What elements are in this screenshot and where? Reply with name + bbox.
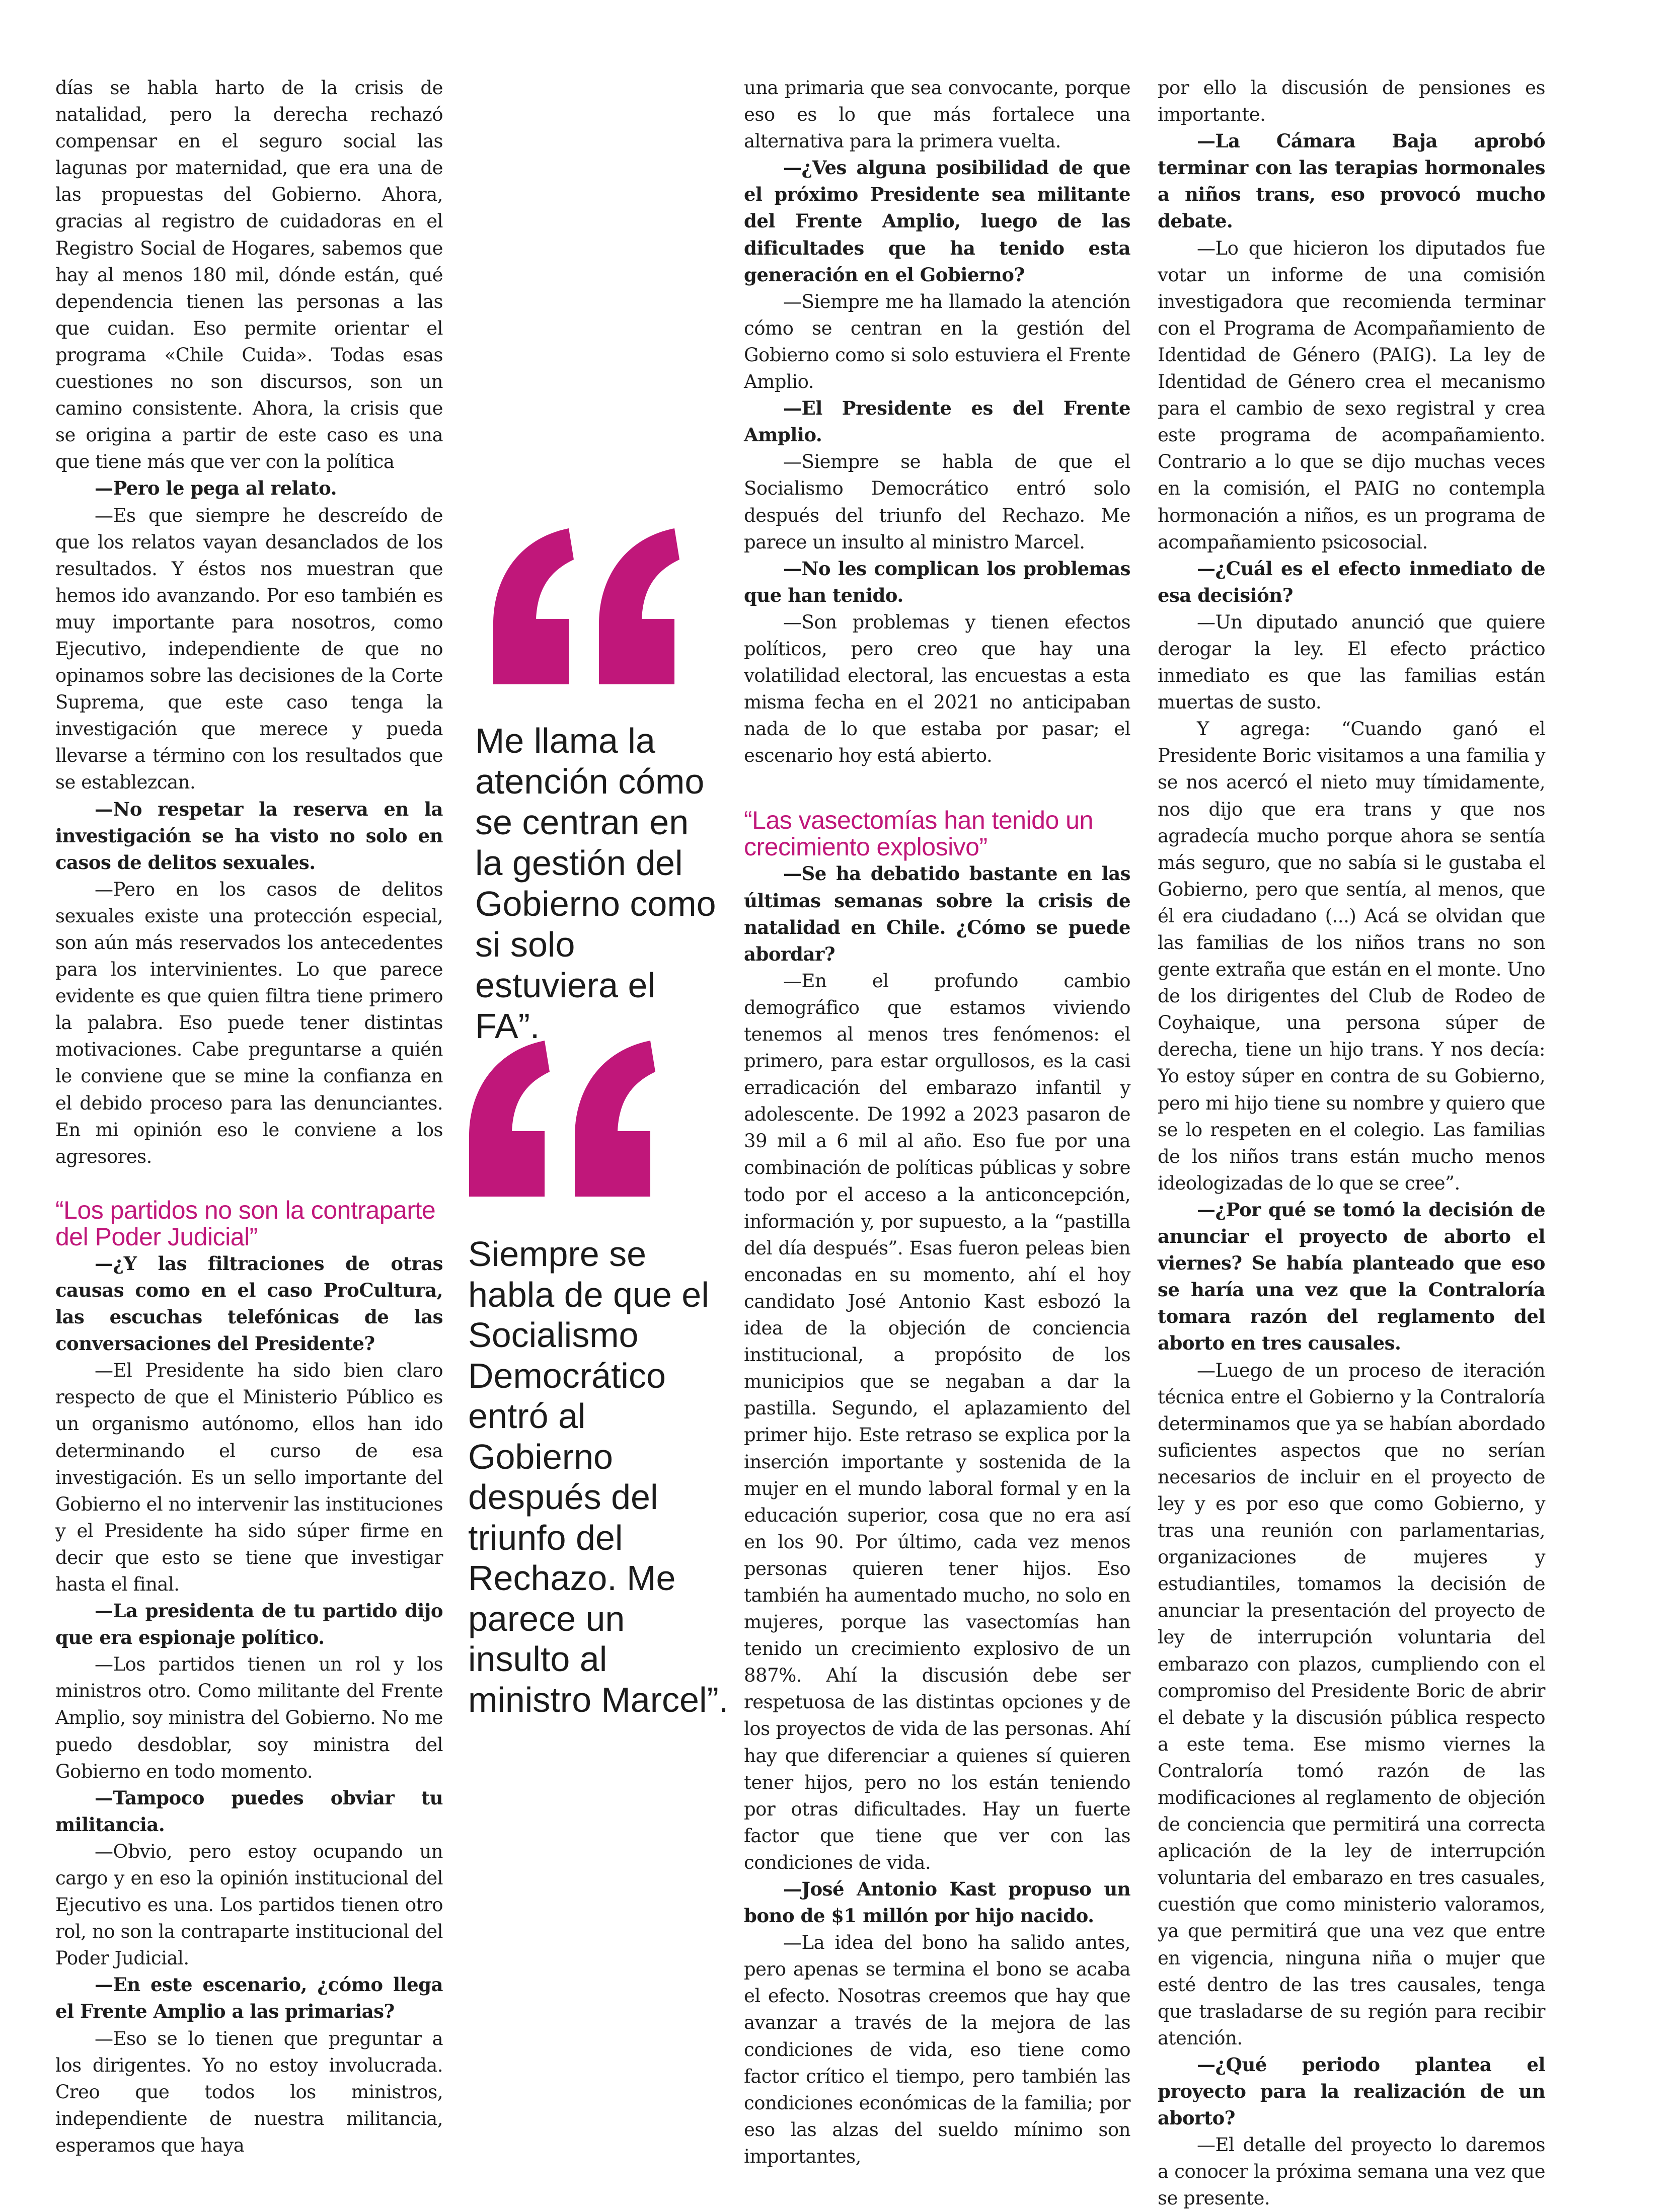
paragraph: —El Presidente ha sido bien claro respecto de que el Ministerio Público es un organismo autónomo, ellos han ido determinando el curso de esa investigación. Es un sello importante del Gobierno el no intervenir las instituciones y el Presidente ha sido súper firme en decir que esto se tiene que investigar hasta el final.	[55, 1360, 443, 1595]
paragraph: —En el profundo cambio demográfico que estamos viviendo tenemos al menos tres fenómenos: el primero, para estar orgullosos, es la casi erradicación del embarazo infantil y adolescente. De 1992 a 2023 pasaron de 39 mil a 6 mil al año. Eso fue por una combinación de políticas públicas y sobre todo por el acceso a la anticoncepción, información y, por supuesto, a la “pastilla del día después”. Esas fueron peleas bien enconadas en su momento, ahí el hoy candidato José Antonio Kast esbozó la idea de la objeción de conciencia institucional, a propósito de los municipios que se negaban a dar la pastilla. Segundo, el aplazamiento del primer hijo. Este retraso se explica por la inserción importante y sostenida de la mujer en el mundo laboral formal y en la educación superior, cosa que no era así en los 90. Por último, cada vez menos personas quieren tener hijos. Eso también ha aumentado mucho, no solo en mujeres, porque las vasectomías han tenido un crecimiento explosivo de un 887%. Ahí la discusión debe ser respetuosa de las distintas opciones y de los proyectos de vida de las personas. Ahí hay que diferenciar a quienes sí quieren tener hijos, pero no los están teniendo por otras dificultades. Hay un fuerte factor que tiene que ver con las condiciones de vida.	[744, 970, 1130, 1873]
paragraph: —Siempre me ha llamado la atención cómo se centran en la gestión del Gobierno como si solo estuviera el Frente Amplio.	[744, 290, 1130, 393]
paragraph: —La idea del bono ha salido antes, pero apenas se termina el bono se acaba el efecto. Nosotras creemos que hay que avanzar a través de la mejora de las condiciones de vida, eso tiene como factor crítico el tiempo, pero también las condiciones económicas de la familia; por eso las alzas del sueldo mínimo son importantes,	[744, 1932, 1130, 2167]
interview-question: —No les complican los problemas que han tenido.	[744, 557, 1130, 606]
paragraph: —Es que siempre he descreído de que los relatos vayan desanclados de los resultados. Y éstos nos muestran que hemos ido avanzando. Por eso también es muy importante para nosotros, como Ejecutivo, independiente de que no opinamos sobre las decisiones de la Corte Suprema, que este caso tenga la investigación que merece y pueda llevarse a término con los resultados que se establezcan.	[55, 504, 443, 794]
paragraph: —Los partidos tienen un rol y los ministros otro. Como militante del Frente Amplio, soy ministra del Gobierno. No me puedo desdoblar, soy ministra del Gobierno en todo momento.	[55, 1653, 443, 1782]
quotation-mark-icon	[469, 1036, 665, 1207]
section-subheading: “Las vasectomías han tenido un crecimiento explosivo”	[744, 806, 1093, 861]
paragraph: —Eso se lo tienen que preguntar a los dirigentes. Yo no estoy involucrada. Creo que todos los ministros, independiente de nuestra militancia, esperamos que haya	[55, 2027, 443, 2156]
article-column-1	[55, 74, 443, 2159]
interview-question: —Pero le pega al relato.	[95, 477, 337, 500]
paragraph: —Lo que hicieron los diputados fue votar un informe de una comisión investigadora que recomienda terminar con el Programa de Acompañamiento de Identidad de Género (PAIG). La ley de Identidad de Género crea el mecanismo para el cambio de sexo registral y crea este programa de acompañamiento. Contrario a lo que se dijo muchas veces en la comisión, el PAIG no contempla hormonación a niños, es un programa de acompañamiento psicosocial.	[1158, 237, 1545, 553]
interview-question: —José Antonio Kast propuso un bono de $1 millón por hijo nacido.	[744, 1878, 1130, 1927]
interview-question: —¿Y las filtraciones de otras causas como en el caso ProCultura, las escuchas telefónicas de las conversaciones del Presidente?	[55, 1252, 443, 1355]
interview-question: —Tampoco puedes obviar tu militancia.	[55, 1786, 443, 1836]
paragraph: —Un diputado anunció que quiere derogar la ley. El efecto práctico inmediato es que las familias están muertas de susto.	[1158, 611, 1545, 714]
interview-question: —El Presidente es del Frente Amplio.	[744, 397, 1130, 446]
paragraph: —Luego de un proceso de iteración técnica entre el Gobierno y la Contraloría determinamos que ya se habían abordado suficientes aspectos que no serían necesarios de incluir en el proyecto de ley y es por eso que como Gobierno, y tras una reunión con parlamentarias, organizaciones de mujeres y estudiantiles, tomamos la decisión de anunciar la presentación del proyecto de ley de interrupción voluntaria del embarazo con plazos, cumpliendo con el compromiso del Presidente Boric de abrir el debate y la discusión pública respecto a este tema. Ese mismo viernes la Contraloría tomó razón de las modificaciones al reglamento de objeción de conciencia que permitirá una correcta aplicación de la ley de interrupción voluntaria del embarazo en tres casuales, cuestión que como ministerio valoramos, ya que permitirá que una vez que entre en vigencia, ninguna niña o mujer que esté dentro de las tres causales, tenga que trasladarse de su región para recibir atención.	[1158, 1359, 1545, 2049]
interview-question: —En este escenario, ¿cómo llega el Frente Amplio a las primarias?	[55, 1973, 443, 2023]
paragraph: —Pero en los casos de delitos sexuales existe una protección especial, son aún más reservados los antecedentes para los intervinientes. Lo que parece evidente es que quien filtra tiene primero la palabra. Eso puede tener distintas motivaciones. Cabe preguntarse a quién le conviene que se mine la confianza en el debido proceso para las denunciantes. En mi opinión eso le conviene a los agresores.	[55, 878, 443, 1167]
paragraph: una primaria que sea convocante, porque eso es lo que más fortalece una alternativa para la primera vuelta.	[744, 77, 1130, 152]
paragraph: Y agrega: “Cuando ganó el Presidente Boric visitamos a una familia y se nos acercó el nieto muy tímidamente, nos dijo que era trans y que nos agradecía mucho porque ahora se sentía más seguro, que no sabía si le gustaba el Gobierno, pero que sentía, al menos, que él era ciudadano (...) Acá se olvidan que las familias de los niños trans no son gente extraña que están en el monte. Uno de los dirigentes del Club de Rodeo de Coyhaique, una persona súper de derecha, tiene un hijo trans. Y nos decía: Yo estoy súper en contra de su Gobierno, pero mi hijo tiene su nombre y quiero que se lo respeten en el colegio. Las familias de los niños trans están mucho menos ideologizadas de lo que se cree”.	[1158, 718, 1545, 1194]
interview-question: —La presidenta de tu partido dijo que era espionaje político.	[55, 1600, 443, 1649]
paragraph: —Siempre se habla de que el Socialismo Democrático entró solo después del triunfo del Rechazo. Me parece un insulto al ministro Marcel.	[744, 451, 1130, 553]
article-column-3	[744, 74, 1130, 2170]
paragraph: por ello la discusión de pensiones es importante.	[1158, 77, 1545, 126]
paragraph: —El detalle del proyecto lo daremos a conocer la próxima semana una vez que se presente.	[1158, 2134, 1545, 2209]
interview-question: —¿Cuál es el efecto inmediato de esa decisión?	[1158, 557, 1545, 606]
interview-question: —¿Qué periodo plantea el proyecto para la realización de un aborto?	[1158, 2053, 1545, 2129]
interview-question: —No respetar la reserva en la investigación se ha visto no solo en casos de delitos sexuales.	[55, 798, 443, 874]
quotation-mark-icon	[493, 523, 690, 694]
paragraph: —Son problemas y tienen efectos políticos, pero creo que hay una volatilidad electoral, las encuestas a esta misma fecha en el 2021 no anticipaban nada de lo que estaba por pasar; el escenario hoy está abierto.	[744, 611, 1130, 767]
pull-quote: Siempre se habla de que el Socialismo Democrático entró al Gobierno después del triunfo del Rechazo. Me parece un insulto al ministro Marcel”.	[468, 1234, 729, 1719]
interview-question: —¿Ves alguna posibilidad de que el próximo Presidente sea militante del Frente Amplio, luego de las dificultades que ha tenido esta generación en el Gobierno?	[744, 156, 1130, 286]
section-subheading: “Los partidos no son la contraparte del Poder Judicial”	[55, 1196, 436, 1251]
paragraph: —Obvio, pero estoy ocupando un cargo y en eso la opinión institucional del Ejecutivo es una. Los partidos tienen otro rol, no son la contraparte institucional del Poder Judicial.	[55, 1840, 443, 1969]
interview-question: —¿Por qué se tomó la decisión de anunciar el proyecto de aborto el viernes? Se había planteado que eso se haría una vez que la Contraloría tomara razón del reglamento del aborto en tres causales.	[1158, 1198, 1545, 1355]
paragraph: días se habla harto de la crisis de natalidad, pero la derecha rechazó compensar en el seguro social las lagunas por maternidad, que era una de las propuestas del Gobierno. Ahora, gracias al registro de cuidadoras en el Registro Social de Hogares, sabemos que hay al menos 180 mil, dónde están, qué dependencia tienen las personas a las que cuidan. Eso permite orientar el programa «Chile Cuida». Todas esas cuestiones no son discursos, son un camino consistente. Ahora, la crisis que se origina a partir de este caso es una que tiene más que ver con la política	[55, 77, 443, 473]
pull-quote: Me llama la atención cómo se centran en la gestión del Gobierno como si solo estuviera el FA”.	[475, 721, 716, 1046]
interview-question: —La Cámara Baja aprobó terminar con las terapias hormonales a niños trans, eso provocó mucho debate.	[1158, 130, 1545, 232]
interview-question: —Se ha debatido bastante en las últimas semanas sobre la crisis de natalidad en Chile. ¿Cómo se puede abordar?	[744, 862, 1130, 965]
article-column-4	[1158, 74, 1545, 2212]
